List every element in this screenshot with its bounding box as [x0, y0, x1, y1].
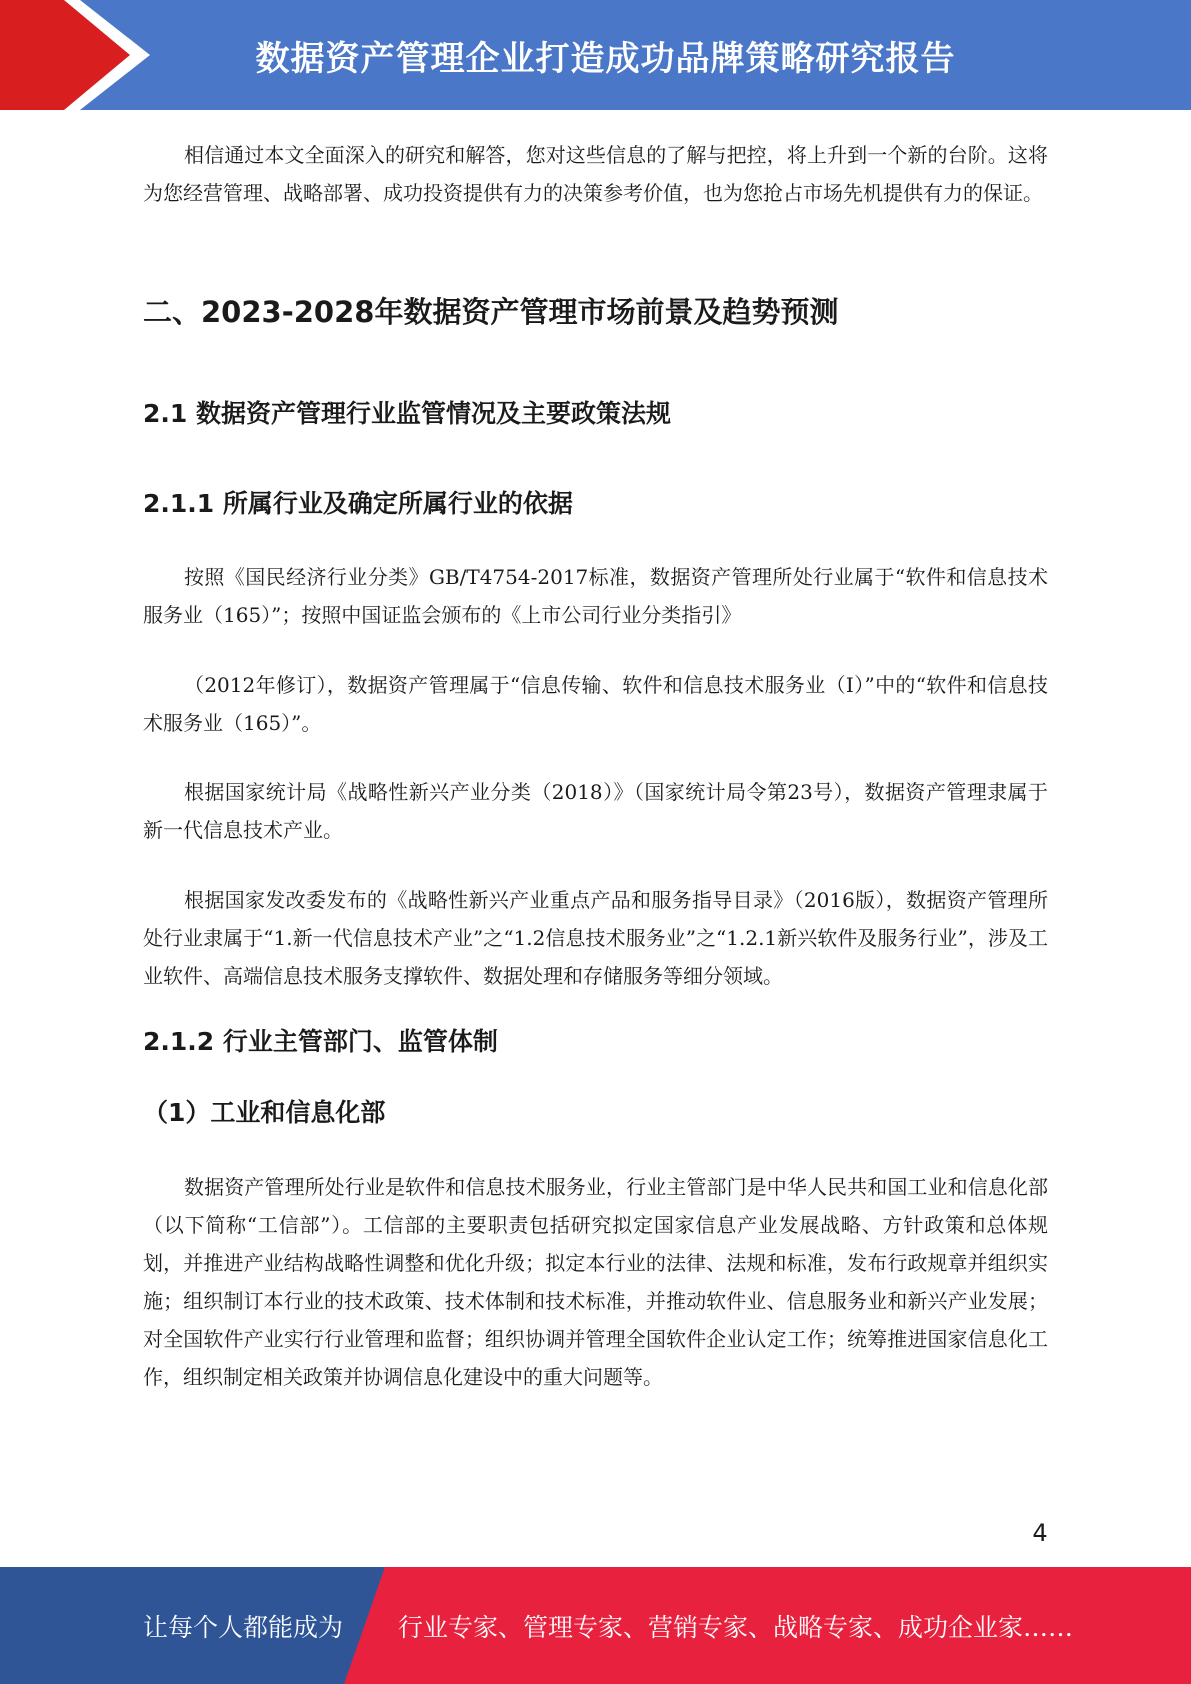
section-2-1-heading: 2.1 数据资产管理行业监管情况及主要政策法规 — [143, 399, 671, 428]
industry-classification-paragraph: 按照《国民经济行业分类》GB/T4754-2017标准，数据资产管理所处行业属于“软件和信息技术服务业（165）”；按照中国证监会颁布的《上市公司行业分类指引》 — [143, 565, 1048, 627]
strategic-industry-paragraph: 根据国家统计局《战略性新兴产业分类（2018）》（国家统计局令第23号），数据资产管理隶属于新一代信息技术产业。 — [143, 780, 1048, 842]
intro-paragraph: 相信通过本文全面深入的研究和解答，您对这些信息的了解与把控，将上升到一个新的台阶。这将为您经营管理、战略部署、成功投资提供有力的决策参考价值，也为您抢占市场先机提供有力的保证。 — [143, 143, 1048, 205]
report-header — [0, 0, 1191, 110]
ndrc-catalog-paragraph: 根据国家发改委发布的《战略性新兴产业重点产品和服务指导目录》（2016版），数据资产管理所处行业隶属于“1.新一代信息技术产业”之“1.2信息技术服务业”之“1.2.1新兴软件及服务行业”，涉及工业软件、高端信息技术服务支撑软件、数据处理和存储服务等细分领域。 — [143, 888, 1048, 988]
page-number: 4 — [1032, 1519, 1048, 1547]
footer-slogan-left: 让每个人都能成为 — [143, 1612, 344, 1642]
miit-subheading: （1）工业和信息化部 — [143, 1098, 386, 1127]
report-title: 数据资产管理企业打造成功品牌策略研究报告 — [255, 38, 956, 79]
footer-slogan-right: 行业专家、管理专家、营销专家、战略专家、成功企业家…… — [398, 1612, 1074, 1642]
section-2-heading: 二、2023-2028年数据资产管理市场前景及趋势预测 — [143, 295, 839, 329]
report-footer — [0, 1567, 1191, 1684]
miit-paragraph: 数据资产管理所处行业是软件和信息技术服务业，行业主管部门是中华人民共和国工业和信息化部（以下简称“工信部”）。工信部的主要职责包括研究拟定国家信息产业发展战略、方针政策和总体规划，并推进产业结构战略性调整和优化升级；拟定本行业的法律、法规和标准，发布行政规章并组织实施；组织制订本行业的技术政策、技术体制和技术标准，并推动软件业、信息服务业和新兴产业发展；对全国软件产业实行行业管理和监督；组织协调并管理全国软件企业认定工作；统筹推进国家信息化工作，组织制定相关政策并协调信息化建设中的重大问题等。 — [143, 1175, 1048, 1389]
section-2-1-1-heading: 2.1.1 所属行业及确定所属行业的依据 — [143, 489, 573, 518]
section-2-1-2-heading: 2.1.2 行业主管部门、监管体制 — [143, 1027, 498, 1056]
csrc-classification-paragraph: （2012年修订），数据资产管理属于“信息传输、软件和信息技术服务业（I）”中的“软件和信息技术服务业（165）”。 — [143, 673, 1048, 735]
